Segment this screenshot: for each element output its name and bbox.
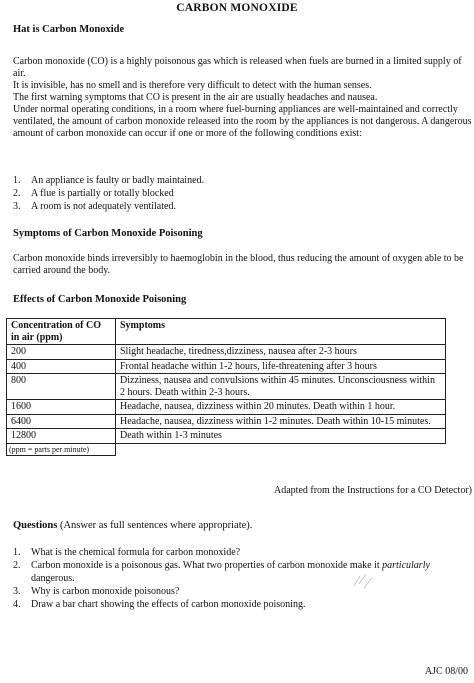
table-row: 200 Slight headache, tiredness,dizziness, nausea after 2-3 hours [7,345,446,360]
list-item: 1. What is the chemical formula for carbon monoxide? [13,547,241,558]
table-header-row [7,319,446,345]
intro-line-4: Under normal operating conditions, in a room where fuel-burning appliances are well-maintained and correctly ventilated, the amount of carbon monoxide released into the room by the appliances is not dangerous. A dangerous amount of carbon monoxide can occur if one or more of the following conditions exist: [13,104,472,139]
list-item: 2. A flue is partially or totally blocked [13,188,174,199]
section-heading-what-is: Hat is Carbon Monoxide [13,24,125,35]
questions-list [13,546,468,611]
section-heading-symptoms: Symptoms of Carbon Monoxide Poisoning [13,228,203,239]
symptoms-paragraph: Carbon monoxide binds irreversibly to haemoglobin in the blood, thus reducing the amount of oxygen able to be carried around the body. [13,253,464,276]
source-credit: Adapted from the Instructions for a CO Detector) [274,485,472,496]
table-row: 800 Dizziness, nausea and convulsions within 45 minutes. Unconsciousness within 2 hours. Death within 2-3 hours. [7,374,446,400]
list-item: 4. Draw a bar chart showing the effects of carbon monoxide poisoning. [13,599,306,610]
page-title: CARBON MONOXIDE [176,2,298,14]
table-note-row [7,443,446,456]
footer-code: AJC 08/00 [424,666,468,677]
list-item: 1. An appliance is faulty or badly maintained. [13,175,205,186]
header-concentration: Concentration of CO in air (ppm) [7,319,116,345]
intro-paragraph [13,56,473,140]
list-item: 2. Carbon monoxide is a poisonous gas. What two properties of carbon monoxide make it particularly dangerous. [13,560,430,584]
table-row: 12800 Death within 1-3 minutes [7,429,446,444]
intro-line-2: It is invisible, has no smell and is therefore very difficult to detect with the human senses. [13,80,372,91]
list-item: 3. Why is carbon monoxide poisonous? [13,586,180,597]
section-heading-effects: Effects of Carbon Monoxide Poisoning [13,294,187,305]
list-item: 3. A room is not adequately ventilated. [13,201,176,212]
table-row: 1600 Headache, nausea, dizziness within 20 minutes. Death within 1 hour. [7,400,446,415]
ppm-note: (ppm = parts per minute) [7,443,116,456]
table-row: 6400 Headache, nausea, dizziness within 1-2 minutes. Death within 10-15 minutes. [7,414,446,429]
intro-line-1: Carbon monoxide (CO) is a highly poisonous gas which is released when fuels are burned in a limited supply of air. [13,56,462,79]
conditions-list [13,174,204,213]
effects-table [6,318,446,456]
questions-heading: Questions (Answer as full sentences where appropriate). [13,520,253,531]
header-symptoms: Symptoms [116,319,446,345]
intro-line-3: The first warning symptoms that CO is present in the air are usually headaches and nausea. [13,92,378,103]
table-row: 400 Frontal headache within 1-2 hours, life-threatening after 3 hours [7,359,446,374]
pencil-mark-icon [350,568,380,592]
